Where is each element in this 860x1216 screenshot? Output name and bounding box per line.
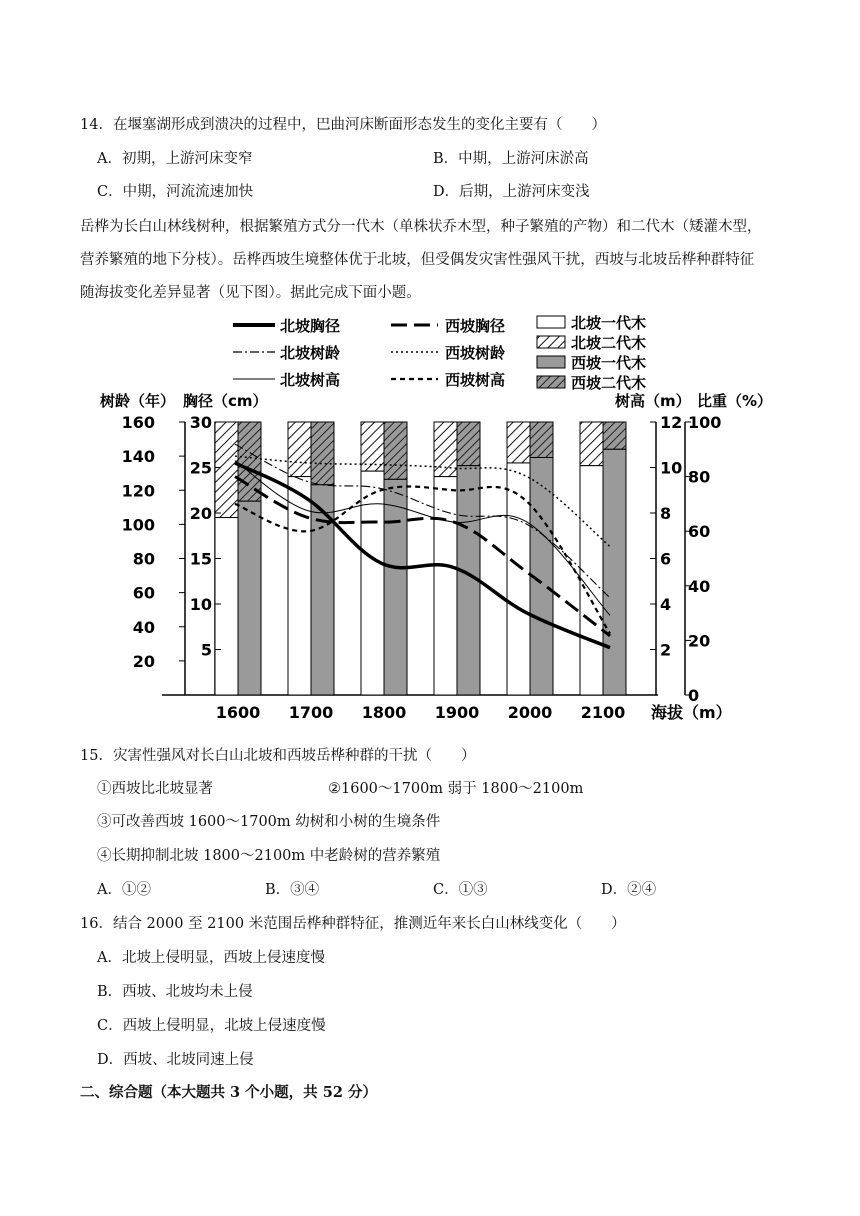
q14-option-c[interactable]: C．中期，河流流速加快 [97, 184, 254, 200]
bar-west-gen1 [311, 485, 334, 695]
q15-item-4: ④长期抑制北坡 1800～2100m 中老龄树的营养繁殖 [97, 848, 441, 864]
q16-option-a[interactable]: A．北坡上侵明显，西坡上侵速度慢 [97, 950, 325, 966]
population-chart [95, 305, 795, 730]
dbh-tick-label: 20 [189, 504, 212, 523]
q15-option-a[interactable]: A．①② [97, 882, 151, 898]
legend-north-gen2-swatch [537, 336, 565, 348]
q14-option-a[interactable]: A．初期，上游河床变窄 [97, 151, 253, 167]
q15-item-1: ①西坡比北坡显著 [97, 781, 213, 797]
legend-north-gen1-swatch [537, 316, 565, 328]
height-tick-label: 12 [660, 413, 683, 432]
dbh-tick-label: 15 [189, 549, 212, 569]
dbh-tick-label: 5 [200, 640, 212, 660]
q14-option-d[interactable]: D．后期，上游河床变浅 [433, 184, 590, 200]
bar-west-gen1 [384, 479, 407, 695]
legend-west-gen2-swatch [537, 376, 565, 388]
height-tick-label: 10 [660, 458, 683, 478]
height-tick-label: 2 [660, 640, 672, 660]
legend-west-dbh: 西坡胸径 [445, 317, 506, 335]
question-16-stem: 16．结合 2000 至 2100 米范围岳桦种群特征，推测近年来长白山林线变化（ ） [80, 916, 626, 932]
share-tick-label: 80 [688, 467, 711, 487]
bar-north-gen2 [580, 422, 603, 466]
bar-west-gen2 [311, 422, 334, 485]
q16-option-c[interactable]: C．西坡上侵明显，北坡上侵速度慢 [97, 1018, 326, 1034]
age-tick-label: 20 [132, 651, 155, 671]
bar-west-gen1 [603, 449, 626, 695]
legend-north-height: 北坡树高 [280, 371, 341, 389]
dbh-tick-label: 25 [189, 458, 212, 478]
intro-line-1: 岳桦为长白山林线树种，根据繁殖方式分一代木（单株状乔木型，种子繁殖的产物）和二代木（矮灌木型， [80, 219, 762, 235]
share-tick-label: 100 [688, 413, 722, 432]
intro-line-2: 营养繁殖的地下分枝）。岳桦西坡生境整体优于北坡，但受偶发灾害性强风干扰，西坡与北坡岳桦种群特征 [80, 252, 755, 268]
bar-north-gen2 [434, 422, 457, 477]
bars-group [215, 422, 626, 722]
bar-west-gen2 [457, 422, 480, 466]
bar-north-gen1 [288, 477, 311, 695]
q15-item-2: ②1600～1700m 弱于 1800～2100m [328, 781, 584, 797]
x-tick-label: 2100 [580, 703, 626, 722]
x-tick-label: 2000 [507, 703, 553, 722]
intro-line-3: 随海拔变化差异显著（见下图）。据此完成下面小题。 [80, 285, 421, 301]
share-tick-label: 60 [688, 522, 711, 542]
age-tick-label: 120 [121, 481, 155, 501]
bar-north-gen1 [507, 463, 530, 695]
bar-west-gen1 [238, 501, 261, 695]
age-tick-label: 40 [132, 617, 155, 637]
x-axis-title: 海拔（m） [651, 703, 732, 722]
age-tick-label: 60 [132, 583, 155, 603]
legend-west-age: 西坡树龄 [445, 344, 506, 362]
bar-north-gen2 [215, 422, 238, 518]
x-tick-label: 1800 [361, 703, 407, 722]
x-tick-label: 1700 [288, 703, 334, 722]
question-15-stem: 15．灾害性强风对长白山北坡和西坡岳桦种群的干扰（ ） [80, 748, 476, 764]
bar-west-gen2 [530, 422, 553, 457]
bar-north-gen1 [215, 518, 238, 695]
q15-option-d[interactable]: D．②④ [601, 882, 657, 898]
height-tick-label: 8 [660, 504, 672, 523]
q14-option-b[interactable]: B．中期，上游河床淤高 [433, 151, 589, 167]
q15-option-b[interactable]: B．③④ [265, 882, 320, 898]
legend-west-height: 西坡树高 [445, 371, 506, 389]
section-2-heading: 二、综合题（本大题共 3 个小题，共 52 分） [80, 1084, 377, 1101]
legend-north-gen1: 北坡一代木 [571, 314, 647, 332]
x-tick-label: 1600 [215, 703, 261, 722]
legend-north-age: 北坡树龄 [280, 344, 341, 362]
age-tick-label: 100 [121, 515, 155, 535]
age-tick-label: 140 [121, 447, 155, 467]
legend [233, 314, 646, 392]
dbh-tick-label: 30 [189, 413, 212, 432]
bar-north-gen2 [507, 422, 530, 463]
bar-west-gen2 [603, 422, 626, 449]
left-axis-title-dbh: 胸径（cm） [183, 392, 268, 410]
height-tick-label: 6 [660, 549, 672, 569]
question-14-stem: 14．在堰塞湖形成到溃决的过程中，巴曲河床断面形态发生的变化主要有（ ） [80, 117, 606, 133]
q16-option-b[interactable]: B．西坡、北坡均未上侵 [97, 984, 253, 1000]
dbh-tick-label: 10 [189, 595, 212, 614]
legend-north-dbh: 北坡胸径 [280, 317, 341, 335]
ticks-group [122, 413, 722, 705]
right-axis-title-height: 树高（m） [615, 392, 691, 410]
height-tick-label: 4 [660, 595, 672, 614]
q15-item-3: ③可改善西坡 1600～1700m 幼树和小树的生境条件 [97, 814, 441, 830]
age-tick-label: 160 [121, 413, 155, 432]
legend-west-gen1-swatch [537, 356, 565, 368]
bar-north-gen2 [361, 422, 384, 471]
legend-west-gen1: 西坡一代木 [571, 354, 647, 372]
x-tick-label: 1900 [434, 703, 480, 722]
age-tick-label: 80 [132, 549, 155, 569]
share-tick-label: 40 [688, 576, 711, 596]
bar-north-gen2 [288, 422, 311, 477]
q15-option-c[interactable]: C．①③ [433, 882, 488, 898]
legend-north-gen2: 北坡二代木 [571, 334, 647, 352]
q16-option-d[interactable]: D．西坡、北坡同速上侵 [97, 1052, 254, 1068]
share-tick-label: 20 [688, 631, 711, 651]
share-tick-label: 0 [688, 686, 700, 705]
legend-west-gen2: 西坡二代木 [571, 374, 647, 392]
bar-west-gen2 [384, 422, 407, 479]
right-axis-title-share: 比重（%） [697, 392, 773, 410]
left-axis-title-age: 树龄（年） [100, 392, 176, 410]
